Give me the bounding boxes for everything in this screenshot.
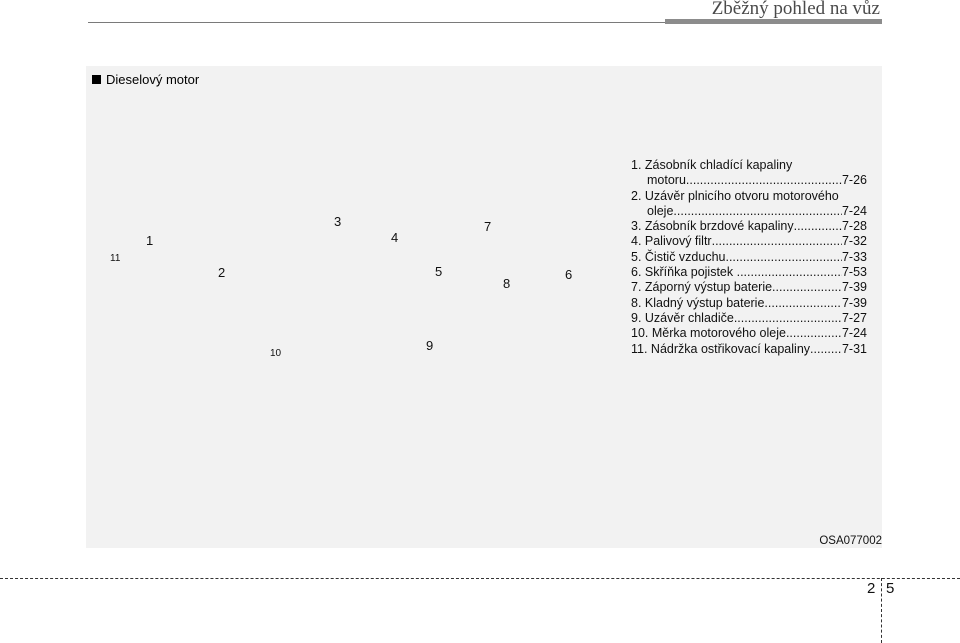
legend-item: 2. Uzávěr plnicího otvoru motorového xyxy=(631,188,839,203)
section-heading-text: Dieselový motor xyxy=(106,72,200,87)
page-ref: 7-31 xyxy=(841,341,867,356)
callout-2: 2 xyxy=(218,265,226,280)
legend-item: 11. Nádržka ostřikovací kapaliny ..... 7-31 xyxy=(631,342,867,357)
callout-8: 8 xyxy=(503,276,511,291)
page-ref: 7-26 xyxy=(841,173,867,188)
legend-item: 9. Uzávěr chladiče ..... 7-27 xyxy=(631,311,867,326)
section-heading xyxy=(92,72,199,87)
callout-11: 11 xyxy=(110,253,121,264)
page-ref: 7-27 xyxy=(841,310,867,325)
page-ref: 7-28 xyxy=(841,219,867,234)
callout-4: 4 xyxy=(391,230,399,245)
callout-6: 6 xyxy=(565,267,573,282)
page-ref: 7-33 xyxy=(841,249,867,264)
page-ref: 7-24 xyxy=(841,326,867,341)
callout-5: 5 xyxy=(435,264,443,279)
legend-item: 1. Zásobník chladící kapaliny xyxy=(631,158,793,172)
callout-9: 9 xyxy=(426,338,434,353)
callout-1: 1 xyxy=(146,233,154,248)
legend-item: 3. Zásobník brzdové kapaliny ..... 7-28 xyxy=(631,219,867,234)
legend-item: 5. Čistič vzduchu ..... 7-33 xyxy=(631,250,867,265)
header-rule xyxy=(88,22,665,23)
figure-code: OSA077002 xyxy=(819,535,882,547)
page-header-title: Zběžný pohled na vůz xyxy=(711,0,880,19)
page-ref: 7-39 xyxy=(841,295,867,310)
page-number: 5 xyxy=(886,580,895,597)
callout-7: 7 xyxy=(484,219,492,234)
footer-dashed-rule xyxy=(0,578,960,579)
page-section-number: 2 xyxy=(867,580,876,597)
legend-item: 6. Skříňka pojistek ..... 7-53 xyxy=(631,265,867,280)
legend-item: 7. Záporný výstup baterie ..... 7-39 xyxy=(631,280,867,295)
page-ref: 7-24 xyxy=(841,203,867,218)
page-ref: 7-53 xyxy=(841,265,867,280)
legend-item: 4. Palivový filtr ..... 7-32 xyxy=(631,234,867,249)
page-ref: 7-32 xyxy=(841,234,867,249)
footer-dashed-divider xyxy=(881,578,882,643)
callout-10: 10 xyxy=(270,348,282,359)
parts-legend xyxy=(631,158,867,357)
callout-3: 3 xyxy=(334,214,342,229)
legend-item: 10. Měrka motorového oleje ..... 7-24 xyxy=(631,326,867,341)
legend-item-continuation: motoru ..... 7-26 xyxy=(631,173,867,188)
page-ref: 7-39 xyxy=(841,280,867,295)
legend-item-continuation: oleje ..... 7-24 xyxy=(631,204,867,219)
legend-item: 8. Kladný výstup baterie ..... 7-39 xyxy=(631,296,867,311)
square-bullet-icon xyxy=(92,75,101,84)
